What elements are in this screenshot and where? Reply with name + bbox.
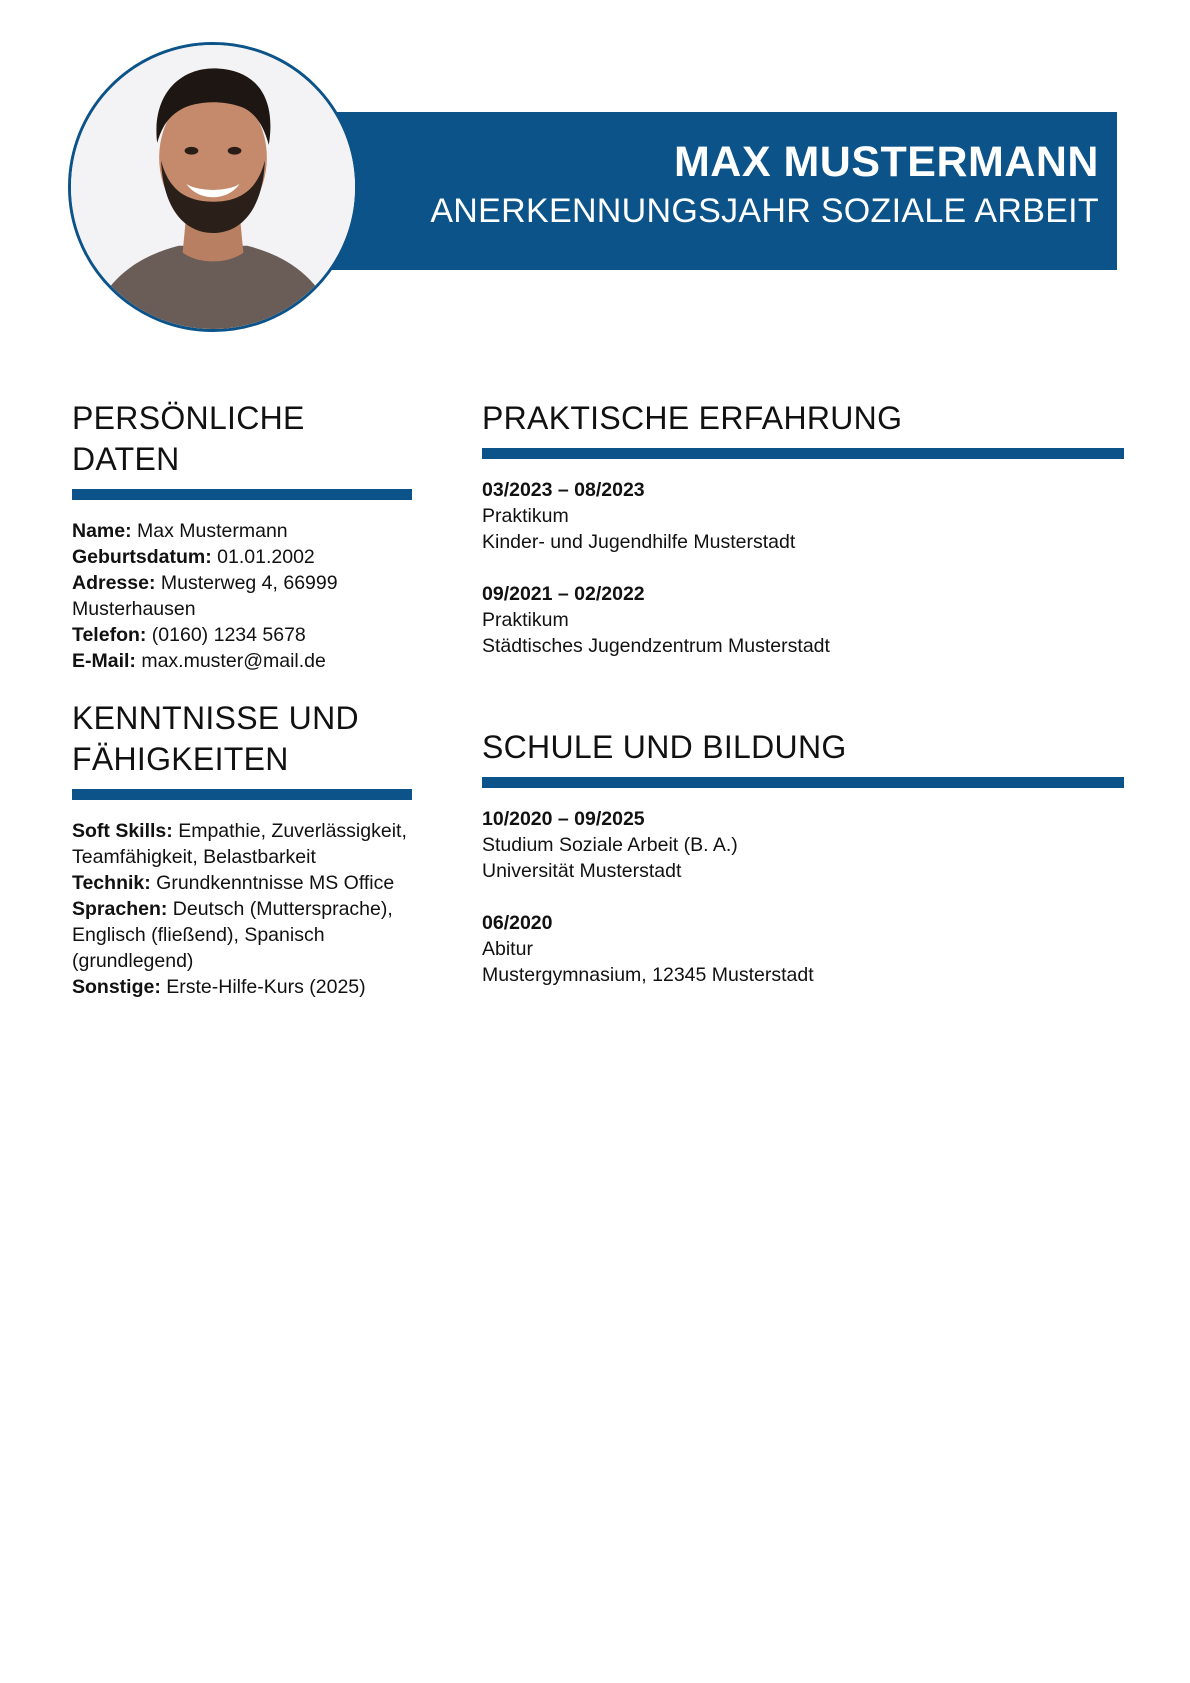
- field-row: [72, 622, 412, 648]
- field-value: Musterweg 4, 66999 Musterhausen: [72, 572, 338, 620]
- field-value: (0160) 1234 5678: [146, 624, 306, 646]
- entry-place: Universität Musterstadt: [482, 860, 682, 882]
- field-value: Erste-Hilfe-Kurs (2025): [160, 976, 366, 998]
- personal-fields: [72, 518, 412, 674]
- field-label: Sonstige:: [72, 976, 161, 998]
- section-rule: [72, 789, 412, 800]
- entry-date: 10/2020 – 09/2025: [482, 808, 645, 830]
- entry-place: Kinder- und Jugendhilfe Musterstadt: [482, 531, 796, 553]
- field-value: 01.01.2002: [211, 546, 315, 568]
- entry-date: 06/2020: [482, 912, 553, 934]
- experience-entry: [482, 581, 1124, 659]
- education-section: [482, 727, 1124, 988]
- skills-heading: KENNTNISSE UND FÄHIGKEITEN: [72, 700, 359, 777]
- entry-role: Abitur: [482, 938, 533, 960]
- entry-role: Praktikum: [482, 505, 569, 527]
- experience-entry: [482, 477, 1124, 555]
- field-value: Max Mustermann: [131, 520, 288, 542]
- education-heading: SCHULE UND BILDUNG: [482, 729, 847, 765]
- header-banner: [330, 112, 1117, 270]
- field-row: [72, 544, 412, 570]
- entry-place: Mustergymnasium, 12345 Musterstadt: [482, 964, 814, 986]
- entry-place: Städtisches Jugendzentrum Musterstadt: [482, 635, 830, 657]
- experience-heading: PRAKTISCHE ERFAHRUNG: [482, 400, 903, 436]
- person-portrait-icon: [71, 45, 355, 329]
- field-row: [72, 818, 412, 870]
- skills-fields: [72, 818, 412, 1000]
- field-label: Sprachen:: [72, 898, 168, 920]
- field-value: Deutsch (Muttersprache), Englisch (fließend), Spanisch (grundlegend): [72, 898, 393, 972]
- field-value: max.muster@mail.de: [135, 650, 326, 672]
- applicant-name: MAX MUSTERMANN: [673, 138, 1099, 186]
- entry-role: Praktikum: [482, 609, 569, 631]
- field-label: Geburtsdatum:: [72, 546, 212, 568]
- section-rule: [482, 777, 1124, 788]
- education-entry: [482, 910, 1124, 988]
- field-row: [72, 648, 412, 674]
- personal-section: [72, 398, 412, 674]
- field-label: Soft Skills:: [72, 820, 173, 842]
- field-label: Adresse:: [72, 572, 156, 594]
- section-rule: [482, 448, 1124, 459]
- field-label: Technik:: [72, 872, 151, 894]
- entry-date: 03/2023 – 08/2023: [482, 479, 645, 501]
- job-title: ANERKENNUNGSJAHR SOZIALE ARBEIT: [430, 192, 1099, 230]
- field-row: [72, 518, 412, 544]
- field-label: Name:: [72, 520, 132, 542]
- entry-role: Studium Soziale Arbeit (B. A.): [482, 834, 738, 856]
- section-rule: [72, 489, 412, 500]
- field-row: [72, 570, 412, 622]
- profile-photo: [68, 42, 358, 332]
- field-value: Grundkenntnisse MS Office: [150, 872, 395, 894]
- experience-section: [482, 398, 1124, 659]
- field-label: E-Mail:: [72, 650, 136, 672]
- field-value: Empathie, Zuverlässigkeit, Teamfähigkeit, Belastbarkeit: [72, 820, 407, 868]
- field-row: [72, 870, 412, 896]
- skills-section: [72, 698, 412, 1000]
- field-row: [72, 974, 412, 1000]
- field-label: Telefon:: [72, 624, 147, 646]
- personal-heading: PERSÖNLICHE DATEN: [72, 400, 305, 477]
- education-entry: [482, 806, 1124, 884]
- field-row: [72, 896, 412, 974]
- entry-date: 09/2021 – 02/2022: [482, 583, 645, 605]
